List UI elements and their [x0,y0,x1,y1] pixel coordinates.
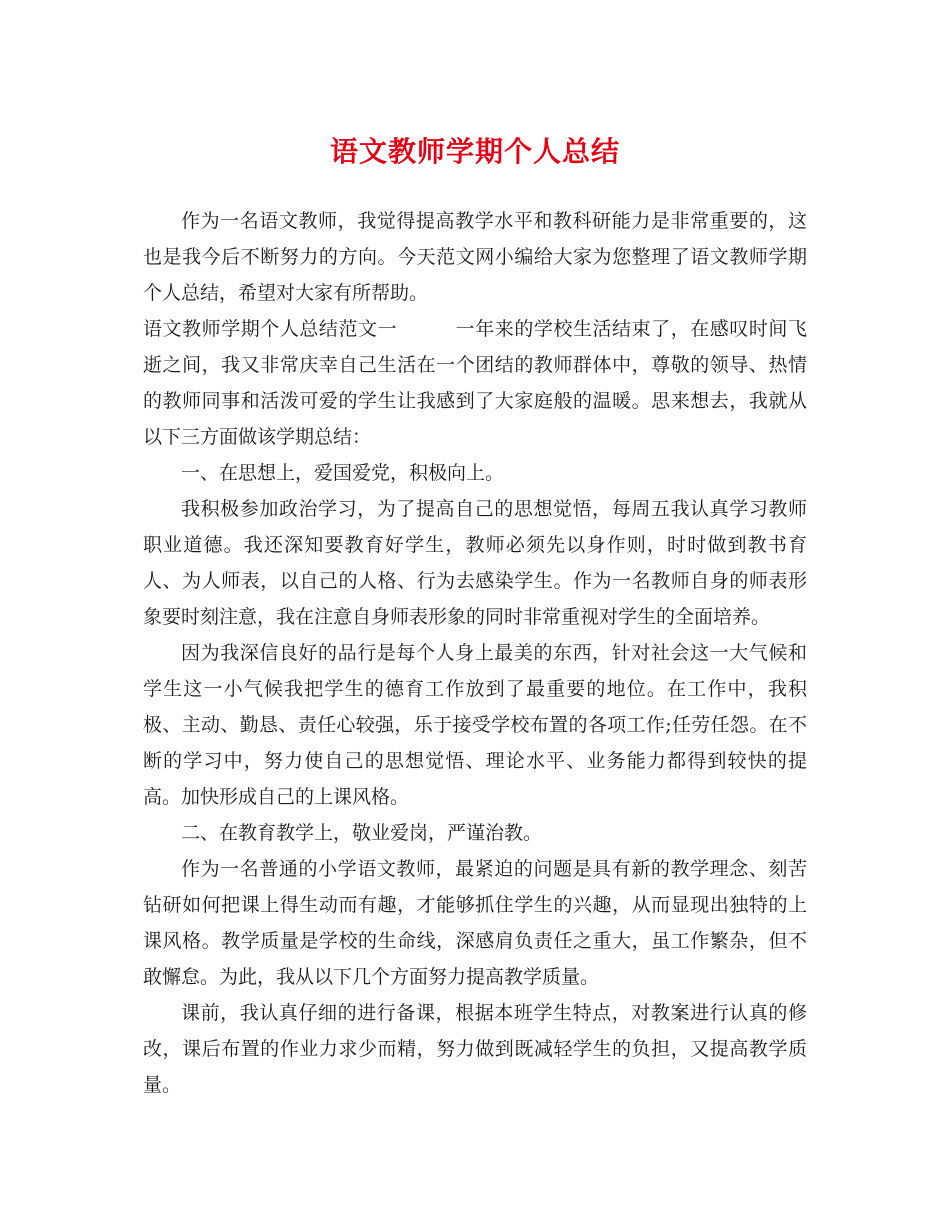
sample-text: 一年来的学校生活结束了，在感叹时间飞逝之间，我又非常庆幸自己生活在一个团结的教师群体中，尊敬的领导、热情的教师同事和活泼可爱的学生让我感到了大家庭般的温暖。思来想去，我就从以下三方面做该学期总结： [143,318,807,448]
document-title: 语文教师学期个人总结 [329,135,620,168]
section-heading-1: 一、在思想上，爱国爱党，积极向上。 [181,462,505,484]
document-body [143,203,807,1103]
paragraph-teaching-quality: 作为一名普通的小学语文教师，最紧迫的问题是具有新的教学理念、刻苦钻研如何把课上得生动而有趣，才能够抓住学生的兴趣，从而显现出独特的上课风格。教学质量是学校的生命线，深感肩负责任之重大，虽工作繁杂，但不敢懈怠。为此，我从以下几个方面努力提高教学质量。 [143,858,807,988]
paragraph-lesson-prep: 课前，我认真仔细的进行备课，根据本班学生特点，对教案进行认真的修改，课后布置的作业力求少而精，努力做到既减轻学生的负担，又提高教学质量。 [143,1002,807,1096]
paragraph-moral-education: 因为我深信良好的品行是每个人身上最美的东西，针对社会这一大气候和学生这一小气候我把学生的德育工作放到了最重要的地位。在工作中，我积极、主动、勤恳、责任心较强，乐于接受学校布置的各项工作;任劳任怨。在不断的学习中，努力使自己的思想觉悟、理论水平、业务能力都得到较快的提高。加快形成自己的上课风格。 [143,642,807,808]
paragraph-political-study: 我积极参加政治学习，为了提高自己的思想觉悟，每周五我认真学习教师职业道德。我还深知要教育好学生，教师必须先以身作则，时时做到教书育人、为人师表，以自己的人格、行为去感染学生。作为一名教师自身的师表形象要时刻注意，我在注意自身师表形象的同时非常重视对学生的全面培养。 [143,498,807,628]
sample-heading: 语文教师学期个人总结范文一 [143,318,398,340]
section-heading-2: 二、在教育教学上，敬业爱岗，严谨治教。 [181,822,543,844]
paragraph-intro: 作为一名语文教师，我觉得提高教学水平和教科研能力是非常重要的，这也是我今后不断努力的方向。今天范文网小编给大家为您整理了语文教师学期个人总结，希望对大家有所帮助。 [143,210,807,304]
paragraph-sample-one [143,311,807,455]
